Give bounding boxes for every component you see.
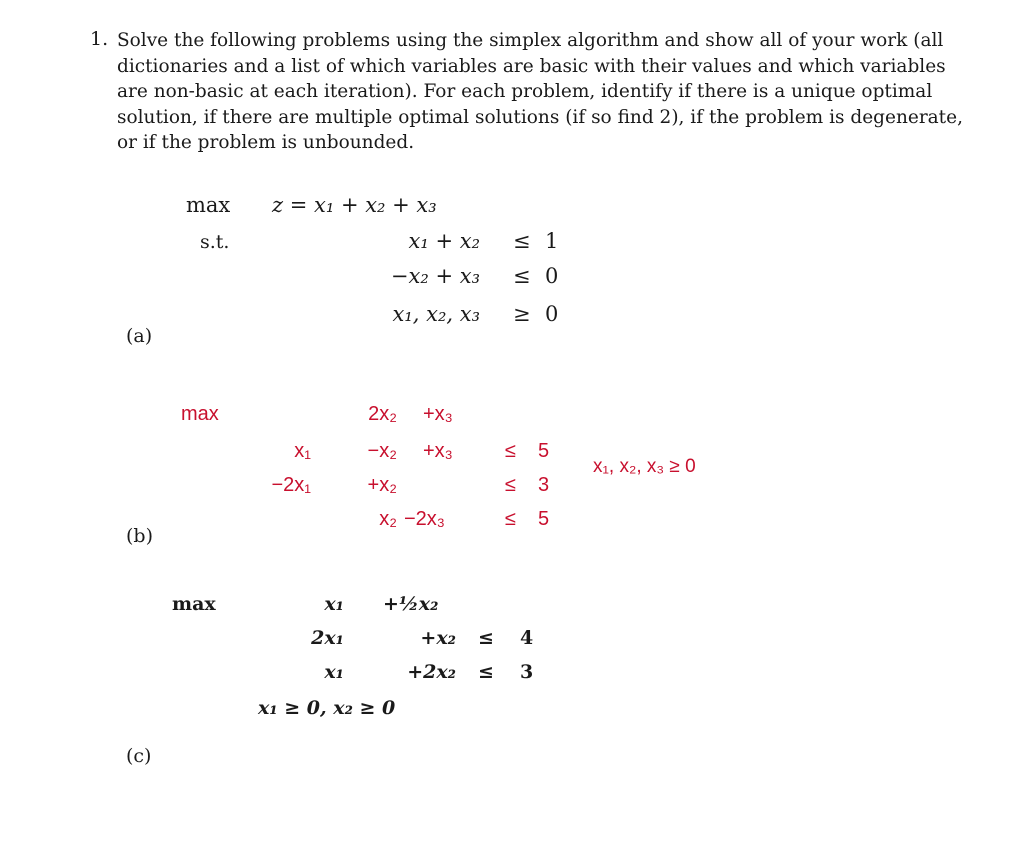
part-c-nonnegativity: x₁ ≥ 0, x₂ ≥ 0 [258,697,396,719]
part-b-c3-x3: −2x₃ [404,508,445,530]
part-b-c1-rhs: 5 [538,440,550,462]
part-a-constraint-2-lhs: −x₂ + x₃ [390,264,480,288]
part-c-c1-x1: 2x₁ [311,627,344,649]
part-b-nonnegativity: x₁, x₂, x₃ ≥ 0 [593,456,696,477]
part-a-constraint-1-rhs: 1 [545,229,559,253]
part-a-constraint-2-rel: ≤ [513,264,531,288]
part-b-c3-rel: ≤ [505,508,516,530]
part-a-objective: z = x₁ + x₂ + x₃ [272,193,437,217]
part-b-c1-x3: +x₃ [423,440,453,462]
part-b-c2-rhs: 3 [538,474,550,496]
part-c-c1-rel: ≤ [478,627,494,649]
part-a-constraint-3-rhs: 0 [545,302,559,326]
part-c-objective-x1: x₁ [324,593,344,615]
problem-number: 1. [90,28,109,50]
part-a-st: s.t. [200,231,230,253]
part-b-c2-x1: −2x₁ [271,474,311,496]
part-a-constraint-3-rel: ≥ [513,302,531,326]
part-a-label: (a) [126,325,153,347]
part-a-constraint-2-rhs: 0 [545,264,559,288]
part-c-c2-rhs: 3 [520,661,534,683]
part-b-c1-rel: ≤ [505,440,516,462]
part-b-label: (b) [126,525,153,547]
part-b-c2-x2: +x₂ [367,474,397,496]
part-c-max: max [172,593,216,615]
part-c-objective-x2: +½x₂ [383,593,439,615]
part-b-c1-x1: x₁ [294,440,311,462]
part-b-max: max [181,403,219,425]
part-c-c2-x1: x₁ [324,661,344,683]
part-c-c2-x2: +2x₂ [407,661,456,683]
part-a-constraint-3-lhs: x₁, x₂, x₃ [392,302,480,326]
part-c-c1-rhs: 4 [520,627,534,649]
part-b-c1-x2: −x₂ [367,440,397,462]
part-b-c3-rhs: 5 [538,508,550,530]
part-c-c1-x2: +x₂ [420,627,456,649]
part-a-max: max [186,193,231,217]
part-b-objective-x3: +x₃ [423,403,453,425]
part-c-label: (c) [126,745,152,767]
part-b-c2-rel: ≤ [505,474,516,496]
problem-statement: Solve the following problems using the simplex algorithm and show all of your work (all dictionaries and a list of which variables are basic with their values and which variables are non-basic at each iteration). For each problem, identify if there is a unique optimal solution, if there are multiple optimal solutions (if so find 2), if the problem is degenerate, or if the problem is unbounded. [117,30,963,153]
part-a-constraint-1-rel: ≤ [513,229,531,253]
part-c-c2-rel: ≤ [478,661,494,683]
part-b-c3-x2: x₂ [379,508,397,530]
part-a-constraint-1-lhs: x₁ + x₂ [408,229,480,253]
part-b-objective-x2: 2x₂ [368,403,397,425]
